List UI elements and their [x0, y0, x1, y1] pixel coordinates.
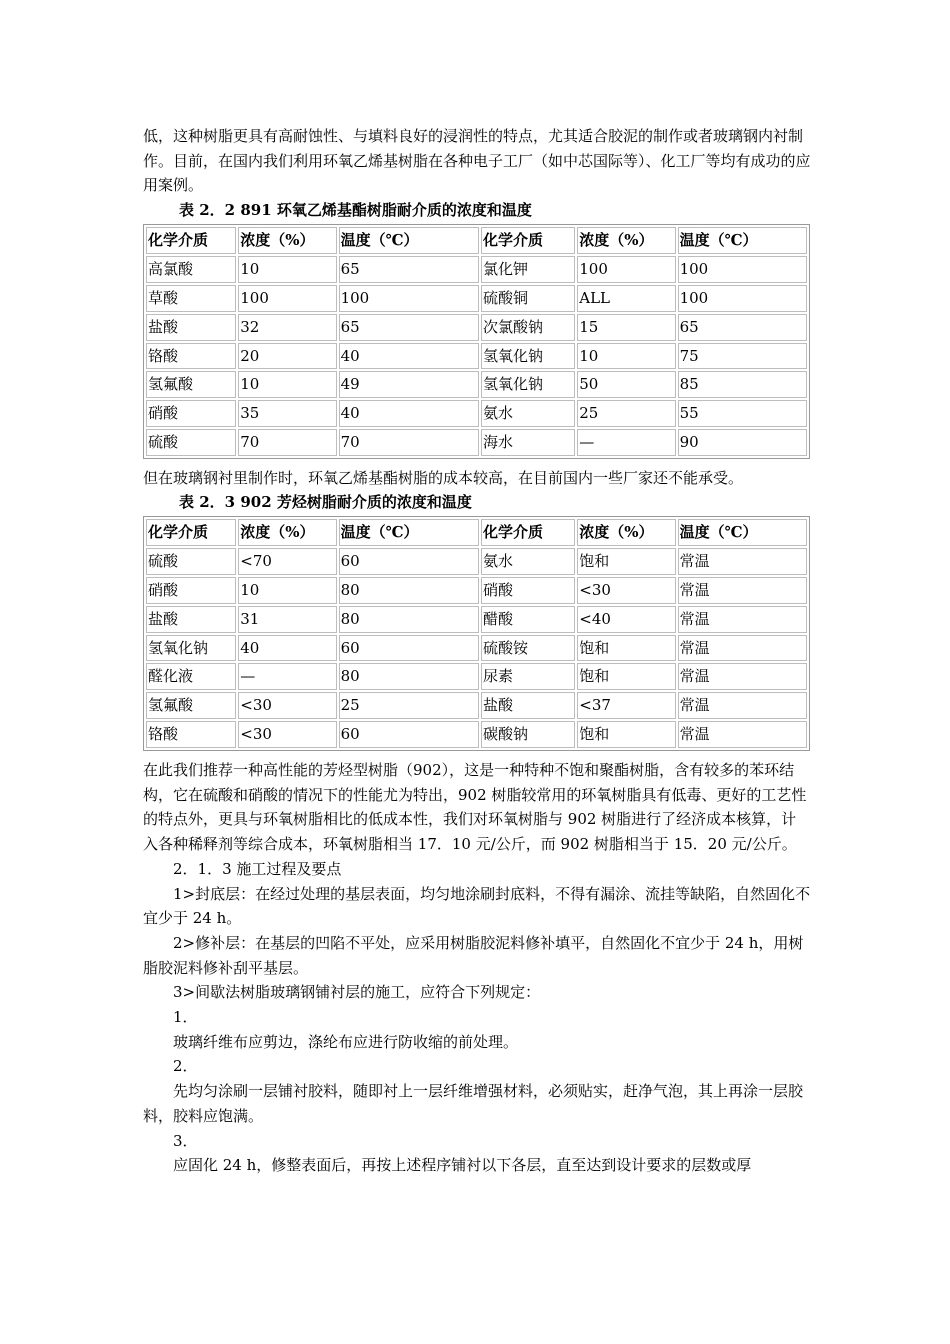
table-cell: 90 — [678, 429, 807, 456]
table-cell: 65 — [339, 314, 479, 341]
table-cell: 100 — [577, 256, 675, 283]
table-cell: 60 — [339, 721, 479, 748]
table-cell: 35 — [238, 400, 336, 427]
table-cell: <30 — [577, 577, 675, 604]
table-cell: — — [238, 663, 336, 690]
body-text-block — [143, 758, 811, 1178]
table-row — [146, 721, 807, 748]
table-cell: 常温 — [678, 663, 807, 690]
table-cell: 氢氟酸 — [146, 371, 236, 398]
table-cell: 尿素 — [481, 663, 575, 690]
table2-header-row — [146, 519, 807, 546]
table2-header-cell: 温度（℃） — [678, 519, 807, 546]
table-cell: 氢氧化钠 — [481, 371, 575, 398]
table-cell: 常温 — [678, 692, 807, 719]
table-cell: 60 — [339, 548, 479, 575]
table2-caption: 表 2．3 902 芳烃树脂耐介质的浓度和温度 — [179, 493, 472, 511]
table2-header-cell: 温度（℃） — [339, 519, 479, 546]
step-2: 2>修补层：在基层的凹陷不平处，应采用树脂胶泥料修补填平，自然固化不宜少于 24 h，用树脂胶泥料修补刮平基层。 — [143, 933, 804, 977]
table1-header-cell: 化学介质 — [146, 227, 236, 254]
table-row — [146, 256, 807, 283]
table-cell: 55 — [678, 400, 807, 427]
table-cell: 100 — [238, 285, 336, 312]
sub-step-1-number: 1． — [173, 1008, 198, 1027]
table-cell: 60 — [339, 635, 479, 662]
table-cell: <30 — [238, 721, 336, 748]
paragraph-902: 在此我们推荐一种高性能的芳烃型树脂（902），这是一种特种不饱和聚酯树脂，含有较多的苯环结构，它在硫酸和硝酸的情况下的性能尤为特出，902 树脂较常用的环氧树脂具有低毒、更好的工艺性的特点外，更具与环氧树脂相比的低成本性，我们对环氧树脂与 902 树脂进行了经济成本核算，计入各种稀释剂等综合成本，环氧树脂相当 17．10 元/公斤，而 902 树脂相当于 15．20 元/公斤。 — [143, 761, 807, 854]
step-1: 1>封底层：在经过处理的基层表面，均匀地涂刷封底料，不得有漏涂、流挂等缺陷，自然固化不宜少于 24 h。 — [143, 884, 811, 928]
table-cell: 10 — [238, 577, 336, 604]
sub-step-3-text: 应固化 24 h，修整表面后，再按上述程序铺衬以下各层，直至达到设计要求的层数或厚 — [173, 1156, 752, 1175]
table-cell: 65 — [339, 256, 479, 283]
table-cell: 10 — [238, 256, 336, 283]
table-cell: 常温 — [678, 635, 807, 662]
table-cell: 25 — [577, 400, 675, 427]
table-cell: 常温 — [678, 577, 807, 604]
table-cell: 49 — [339, 371, 479, 398]
table-cell: 硫酸铜 — [481, 285, 575, 312]
table1-header-cell: 温度（℃） — [339, 227, 479, 254]
table-cell: 硫酸 — [146, 429, 236, 456]
table-cell: 40 — [238, 635, 336, 662]
table-cell: 硫酸铵 — [481, 635, 575, 662]
sub-step-2-number: 2． — [173, 1057, 198, 1076]
table1-header-cell: 温度（℃） — [678, 227, 807, 254]
table-cell: ALL — [577, 285, 675, 312]
intro-paragraph: 低，这种树脂更具有高耐蚀性、与填料良好的浸润性的特点，尤其适合胶泥的制作或者玻璃钢内衬制作。目前，在国内我们利用环氧乙烯基树脂在各种电子工厂（如中芯国际等）、化工厂等均有成功的应用案例。 — [143, 127, 811, 195]
table-cell: 15 — [577, 314, 675, 341]
table-cell: 饱和 — [577, 663, 675, 690]
table-cell: <70 — [238, 548, 336, 575]
table-cell: 50 — [577, 371, 675, 398]
table-cell: 碳酸钠 — [481, 721, 575, 748]
table-row — [146, 692, 807, 719]
section-heading: 2．1．3 施工过程及要点 — [173, 859, 342, 878]
table-cell: <37 — [577, 692, 675, 719]
table-row — [146, 548, 807, 575]
table1-header-cell: 化学介质 — [481, 227, 575, 254]
table-cell: 次氯酸钠 — [481, 314, 575, 341]
table-cell: 盐酸 — [146, 606, 236, 633]
table-cell: 饱和 — [577, 635, 675, 662]
table2-header-cell: 化学介质 — [146, 519, 236, 546]
table1 — [143, 224, 810, 459]
table-cell: 40 — [339, 343, 479, 370]
table-cell: 醋酸 — [481, 606, 575, 633]
table-row — [146, 429, 807, 456]
table-cell: 100 — [678, 285, 807, 312]
table-row — [146, 371, 807, 398]
table-cell: 10 — [577, 343, 675, 370]
table-cell: 65 — [678, 314, 807, 341]
table1-header-cell: 浓度（%） — [577, 227, 675, 254]
table-cell: 氨水 — [481, 400, 575, 427]
sub-step-2-text: 先均匀涂刷一层铺衬胶料，随即衬上一层纤维增强材料，必须贴实，赶净气泡，其上再涂一层胶料，胶料应饱满。 — [143, 1082, 804, 1125]
table-cell: 氨水 — [481, 548, 575, 575]
step-3: 3>间歇法树脂玻璃钢铺衬层的施工，应符合下列规定： — [173, 983, 541, 1002]
table-cell: <30 — [238, 692, 336, 719]
table-cell: 常温 — [678, 548, 807, 575]
table-cell: 31 — [238, 606, 336, 633]
table-cell: 铬酸 — [146, 343, 236, 370]
table-cell: 70 — [339, 429, 479, 456]
table-row — [146, 577, 807, 604]
table2 — [143, 516, 810, 751]
table1-header-cell: 浓度（%） — [238, 227, 336, 254]
table-row — [146, 606, 807, 633]
table-cell: 盐酸 — [146, 314, 236, 341]
table1-header-row — [146, 227, 807, 254]
table-cell: 硫酸 — [146, 548, 236, 575]
table-cell: 盐酸 — [481, 692, 575, 719]
table-row — [146, 314, 807, 341]
sub-step-3-number: 3． — [173, 1131, 198, 1150]
table1-caption: 表 2．2 891 环氧乙烯基酯树脂耐介质的浓度和温度 — [179, 201, 532, 219]
table-cell: 40 — [339, 400, 479, 427]
table2-header-cell: 浓度（%） — [238, 519, 336, 546]
table-cell: 氢氧化钠 — [481, 343, 575, 370]
table-cell: 32 — [238, 314, 336, 341]
table-cell: 硝酸 — [146, 577, 236, 604]
table-row — [146, 343, 807, 370]
table-cell: 海水 — [481, 429, 575, 456]
table-cell: 20 — [238, 343, 336, 370]
table-row — [146, 285, 807, 312]
table-cell: 常温 — [678, 721, 807, 748]
table-cell: 80 — [339, 663, 479, 690]
table-cell: 75 — [678, 343, 807, 370]
table-cell: <40 — [577, 606, 675, 633]
table-cell: 80 — [339, 577, 479, 604]
table-cell: 10 — [238, 371, 336, 398]
table-cell: 铬酸 — [146, 721, 236, 748]
table-cell: 100 — [678, 256, 807, 283]
table-cell: 氢氟酸 — [146, 692, 236, 719]
table2-header-cell: 化学介质 — [481, 519, 575, 546]
table-row — [146, 400, 807, 427]
table-cell: 25 — [339, 692, 479, 719]
table-row — [146, 663, 807, 690]
table-cell: 氯化钾 — [481, 256, 575, 283]
table-cell: 高氯酸 — [146, 256, 236, 283]
table-cell: 草酸 — [146, 285, 236, 312]
table-cell: 饱和 — [577, 721, 675, 748]
table-cell: — — [577, 429, 675, 456]
sub-step-1-text: 玻璃纤维布应剪边，涤纶布应进行防收缩的前处理。 — [173, 1032, 519, 1051]
table-cell: 饱和 — [577, 548, 675, 575]
table-cell: 常温 — [678, 606, 807, 633]
table-row — [146, 635, 807, 662]
table-cell: 70 — [238, 429, 336, 456]
table-cell: 硝酸 — [481, 577, 575, 604]
table-cell: 醛化液 — [146, 663, 236, 690]
table-cell: 85 — [678, 371, 807, 398]
table-cell: 80 — [339, 606, 479, 633]
table-cell: 硝酸 — [146, 400, 236, 427]
table-cell: 100 — [339, 285, 479, 312]
table-cell: 氢氧化钠 — [146, 635, 236, 662]
after-table1-paragraph: 但在玻璃钢衬里制作时，环氧乙烯基酯树脂的成本较高，在目前国内一些厂家还不能承受。 — [143, 469, 744, 487]
table2-header-cell: 浓度（%） — [577, 519, 675, 546]
